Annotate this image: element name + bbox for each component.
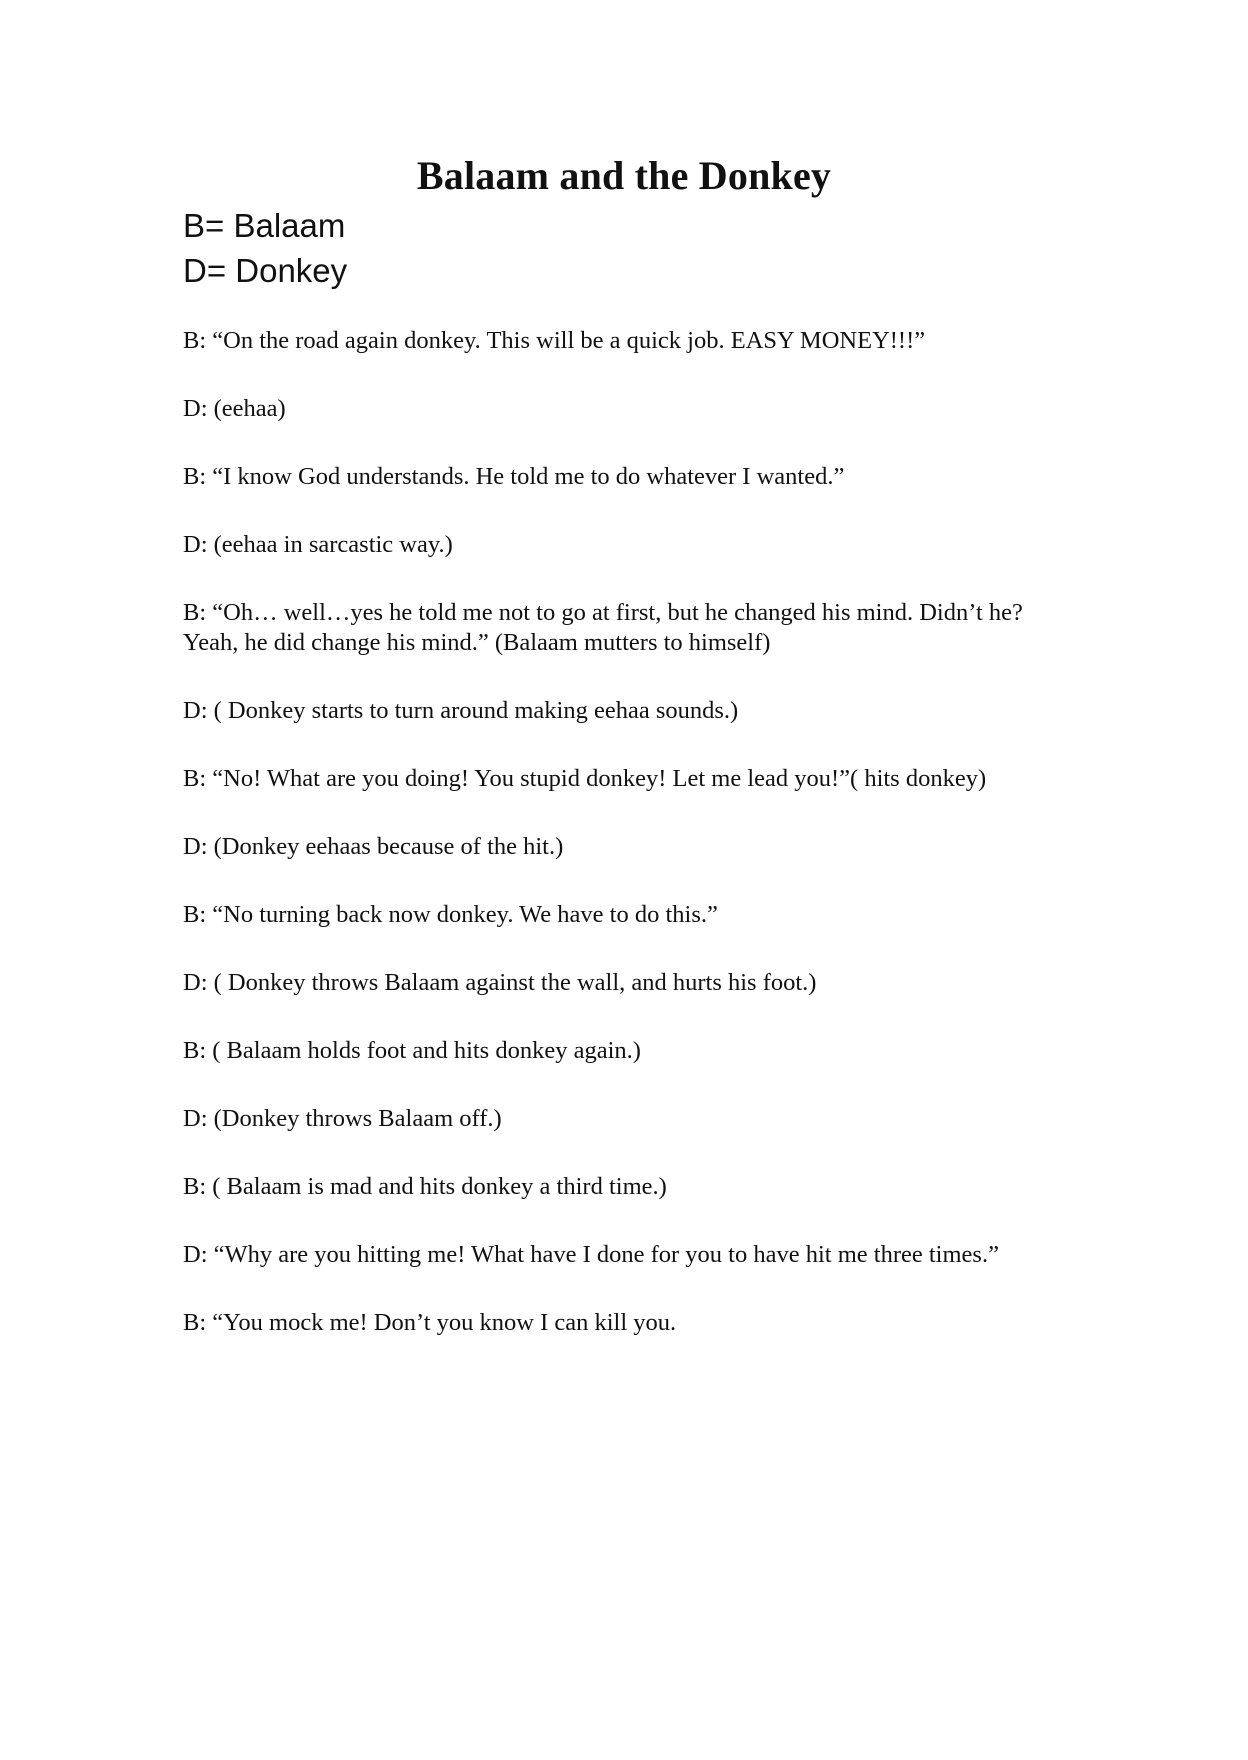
script-line: B: “No turning back now donkey. We have to do this.” <box>183 901 718 928</box>
script-line: D: ( Donkey throws Balaam against the wall, and hurts his foot.) <box>183 969 817 996</box>
script-line: D: “Why are you hitting me! What have I done for you to have hit me three times.” <box>183 1241 999 1268</box>
character-legend <box>183 203 347 293</box>
script-line: B: ( Balaam holds foot and hits donkey again.) <box>183 1037 641 1064</box>
script-body <box>183 326 1083 1376</box>
page-title: Balaam and the Donkey <box>416 153 832 198</box>
legend-donkey: D= Donkey <box>183 252 348 289</box>
script-line: B: “No! What are you doing! You stupid donkey! Let me lead you!”( hits donkey) <box>183 765 987 792</box>
script-line: B: ( Balaam is mad and hits donkey a third time.) <box>183 1173 667 1200</box>
script-line: B: “Oh… well…yes he told me not to go at first, but he changed his mind. Didn’t he? Yeah, he did change his mind.” (Balaam mutters to himself) <box>183 599 1023 656</box>
script-line: D: (Donkey throws Balaam off.) <box>183 1105 502 1132</box>
legend-balaam: B= Balaam <box>183 207 346 244</box>
script-line: D: ( Donkey starts to turn around making eehaa sounds.) <box>183 697 739 724</box>
script-line: D: (eehaa) <box>183 395 286 422</box>
script-line: B: “On the road again donkey. This will be a quick job. EASY MONEY!!!” <box>183 327 926 354</box>
script-line: D: (eehaa in sarcastic way.) <box>183 531 453 558</box>
script-line: D: (Donkey eehaas because of the hit.) <box>183 833 564 860</box>
script-line: B: “I know God understands. He told me to do whatever I wanted.” <box>183 463 845 490</box>
script-line: B: “You mock me! Don’t you know I can kill you. <box>183 1309 677 1336</box>
